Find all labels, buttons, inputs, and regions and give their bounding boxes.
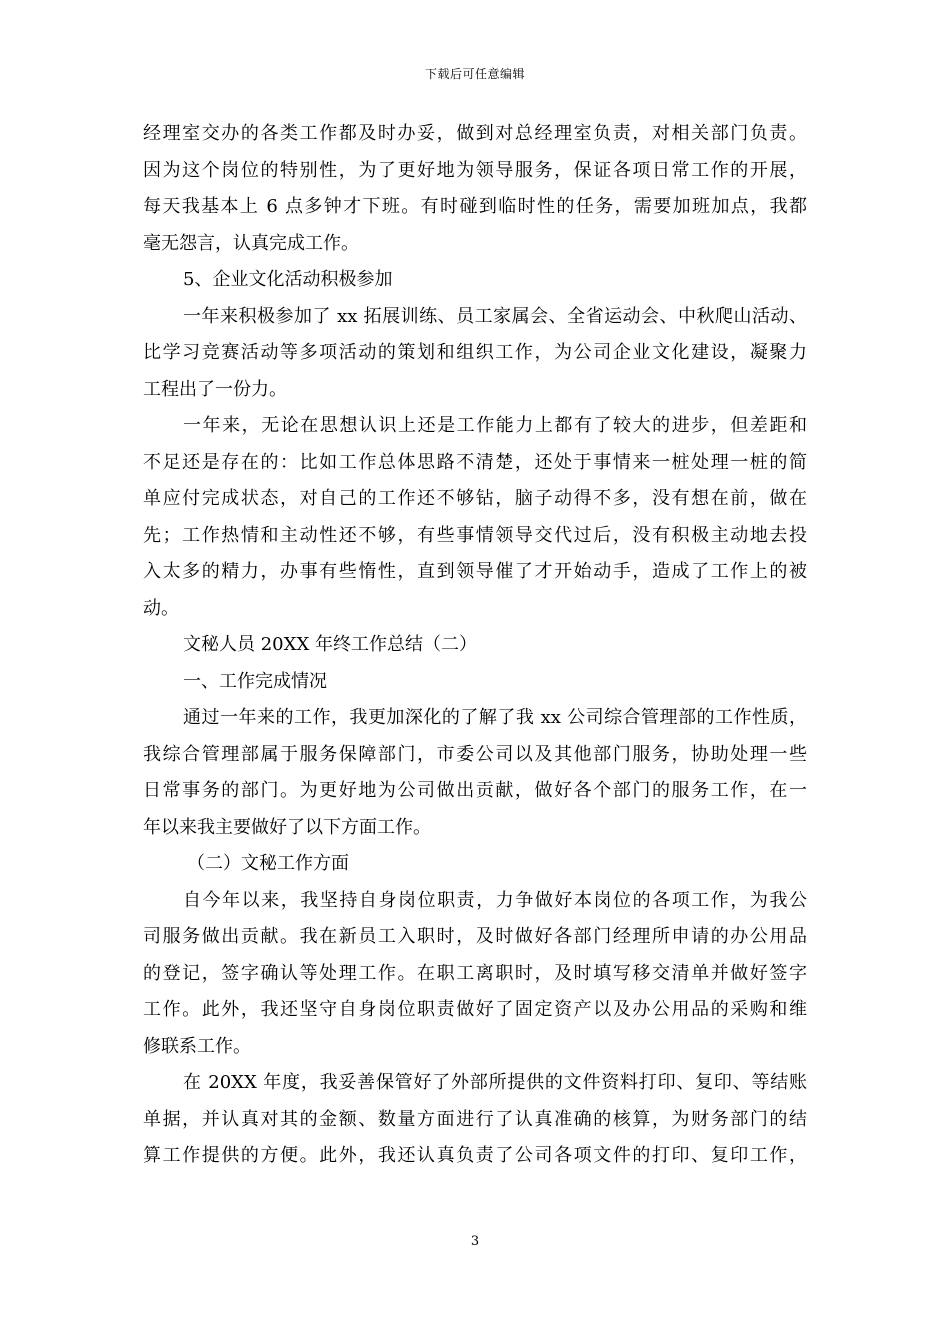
- section-title: 文秘人员 20XX 年终工作总结（二）: [183, 634, 477, 655]
- text-line: 单应付完成状态，对自己的工作还不够钻，脑子动得不多，没有想在前，做在: [143, 488, 807, 509]
- text-line: 我综合管理部属于服务保障部门，市委公司以及其他部门服务，协助处理一些: [143, 743, 807, 765]
- page-header: 下载后可任意编辑: [424, 67, 525, 81]
- text-line: 日常事务的部门。为更好地为公司做出贡献，做好各个部门的服务工作，在一: [143, 780, 807, 801]
- text-line: 不足还是存在的：比如工作总体思路不清楚，还处于事情来一桩处理一桩的简: [143, 451, 807, 473]
- text-line: 动。: [143, 597, 179, 619]
- text-line: 司服务做出贡献。我在新员工入职时，及时做好各部门经理所申请的办公用品: [143, 926, 807, 947]
- text-line: 算工作提供的方便。此外，我还认真负责了公司各项文件的打印、复印工作，: [143, 1145, 807, 1166]
- text-line: 一年来，无论在思想认识上还是工作能力上都有了较大的进步，但差距和: [183, 415, 807, 436]
- page-number: 3: [470, 1234, 480, 1249]
- text-line: 工作。此外，我还坚守自身岗位职责做好了固定资产以及办公用品的采购和维: [143, 999, 807, 1020]
- document-body: [143, 116, 807, 1175]
- text-line: 自今年以来，我坚持自身岗位职责，力争做好本岗位的各项工作，为我公: [183, 889, 807, 911]
- text-line: 通过一年来的工作，我更加深化的了解了我 xx 公司综合管理部的工作性质，: [183, 707, 807, 728]
- text-line: 一年来积极参加了 xx 拓展训练、员工家属会、全省运动会、中秋爬山活动、: [183, 305, 807, 327]
- text-line: 修联系工作。: [143, 1035, 251, 1057]
- text-line: 每天我基本上 6 点多钟才下班。有时碰到临时性的任务，需要加班加点，我都: [143, 196, 807, 217]
- text-line: 比学习竞赛活动等多项活动的策划和组织工作，为公司企业文化建设，凝聚力: [143, 342, 807, 363]
- section-heading: （二）文秘工作方面: [187, 853, 349, 874]
- text-line: 工程出了一份力。: [143, 378, 287, 400]
- text-line: 在 20XX 年度，我妥善保管好了外部所提供的文件资料打印、复印、等结账: [183, 1072, 807, 1093]
- section-heading: 5、企业文化活动积极参加: [183, 269, 393, 290]
- text-line: 的登记，签字确认等处理工作。在职工离职时，及时填写移交清单并做好签字: [143, 962, 807, 984]
- text-line: 先；工作热情和主动性还不够，有些事情领导交代过后，没有积极主动地去投: [143, 524, 807, 546]
- text-line: 毫无怨言，认真完成工作。: [143, 232, 359, 254]
- text-line: 单据，并认真对其的金额、数量方面进行了认真准确的核算，为财务部门的结: [143, 1108, 807, 1130]
- text-line: 入太多的精力，办事有些惰性，直到领导催了才开始动手，造成了工作上的被: [143, 561, 807, 582]
- text-line: 经理室交办的各类工作都及时办妥，做到对总经理室负责，对相关部门负责。: [143, 123, 807, 144]
- section-heading: 一、工作完成情况: [183, 670, 327, 692]
- text-line: 因为这个岗位的特别性，为了更好地为领导服务，保证各项日常工作的开展，: [143, 159, 807, 181]
- text-line: 年以来我主要做好了以下方面工作。: [143, 816, 431, 838]
